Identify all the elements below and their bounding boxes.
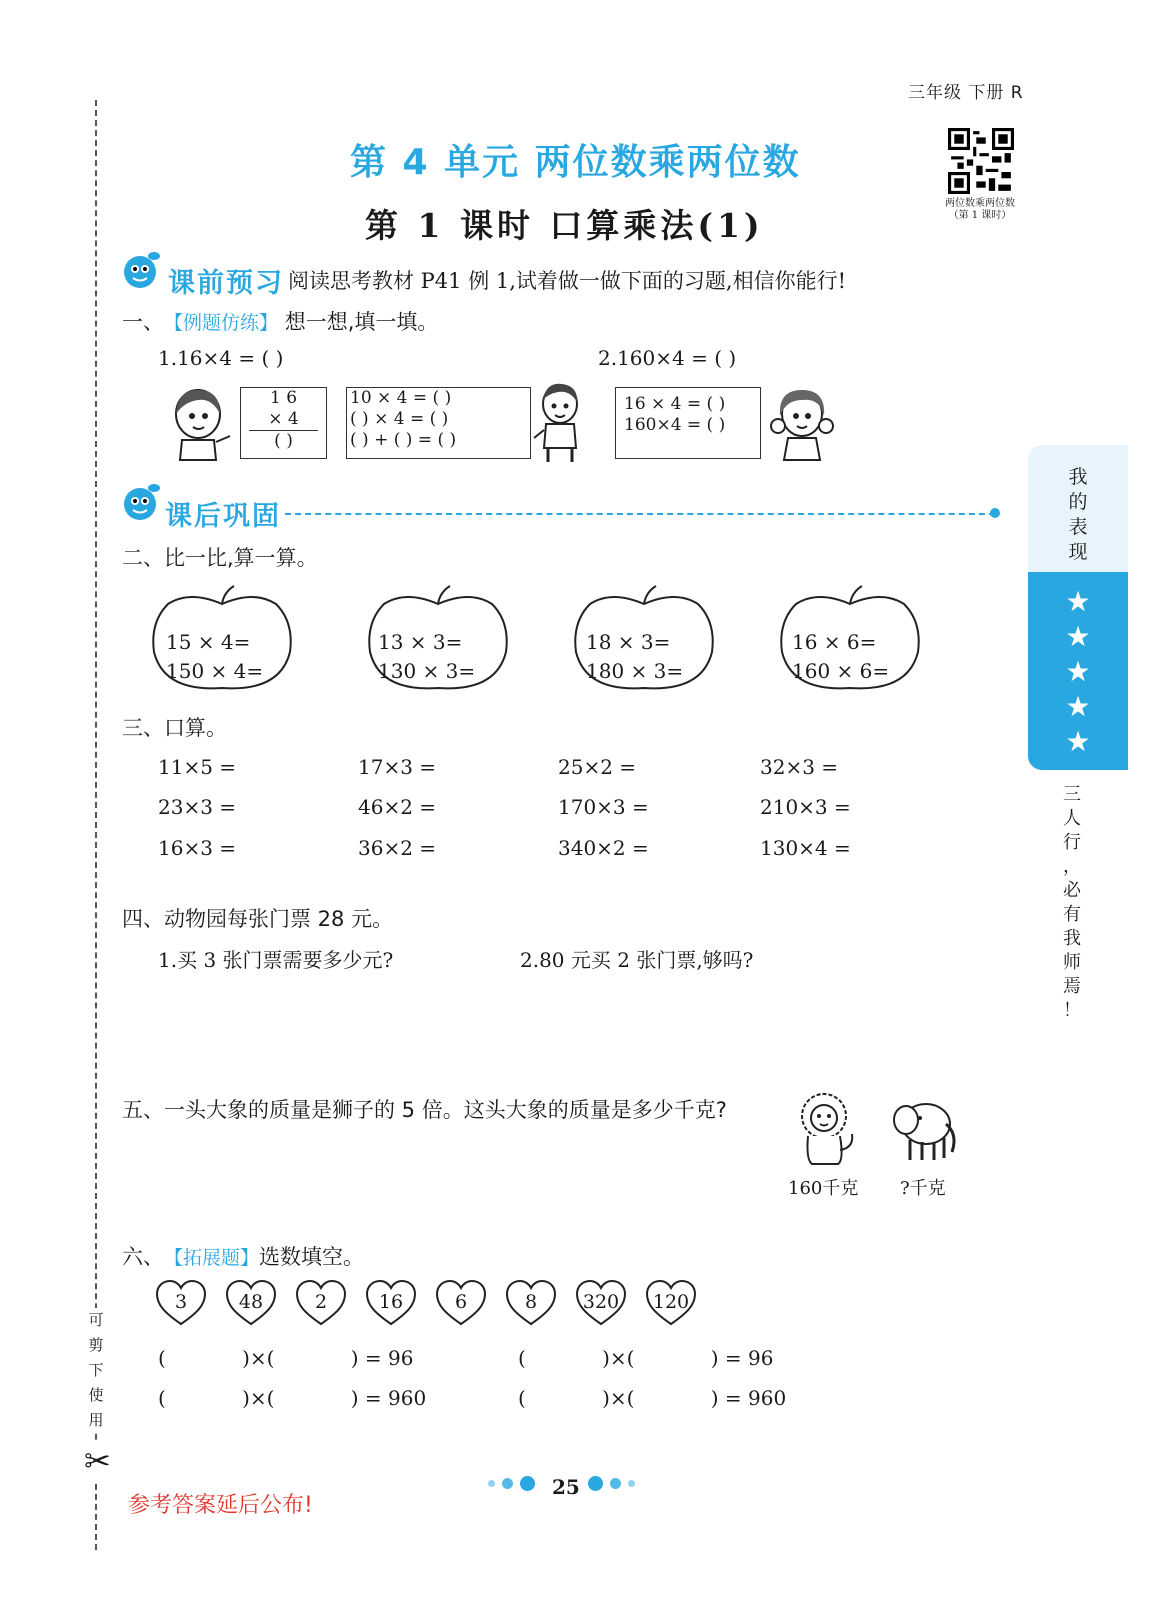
proverb-char: 必 [1063,880,1081,901]
cut-char: 用 [88,1411,104,1429]
cut-char: 下 [88,1361,104,1379]
question-number: 六、 [122,1245,164,1269]
proverb-char: 师 [1063,952,1081,973]
item-2: 2.160×4 = ( ) [598,346,737,370]
number-hearts [155,1279,715,1329]
page-dot [628,1480,635,1487]
mental-expr[interactable]: 46×2 = [358,795,437,819]
calc-line[interactable]: ( ) + ( ) = ( ) [350,430,457,450]
section-heading-review: 课后巩固 [165,501,281,532]
apple-expr[interactable]: 16 × 6= [792,630,877,654]
heart-value: 16 [378,1291,404,1313]
qr-code-icon[interactable] [948,128,1014,194]
proverb-char: 行 [1063,832,1081,853]
page-dot [520,1476,535,1491]
apple-expr[interactable]: 180 × 3= [586,659,684,683]
fill-blank-row[interactable]: ( )×( ) = 960 [518,1386,787,1410]
page-dot [488,1480,495,1487]
calc-line: × 4 [268,409,299,429]
question-6 [122,1241,364,1271]
result-calc-box [615,387,761,459]
girl-character-icon [768,384,836,462]
star-rating [1028,572,1128,770]
question-4-1: 1.买 3 张门票需要多少元? [158,948,394,972]
question-1 [122,306,438,336]
mental-expr[interactable]: 130×4 = [760,836,851,860]
question-number: 一、 [122,310,164,334]
girl-character-icon [168,384,238,462]
question-4-2: 2.80 元买 2 张门票,够吗? [520,948,754,972]
apple-expr[interactable]: 130 × 3= [378,659,476,683]
elephant-weight-label: ?千克 [900,1178,946,1199]
proverb-char: 人 [1063,808,1081,829]
elephant-icon [886,1094,964,1164]
heart-value: 320 [582,1291,620,1313]
page-number: 25 [552,1475,580,1499]
mental-expr[interactable]: 32×3 = [760,755,839,779]
mental-expr[interactable]: 170×3 = [558,795,649,819]
perf-char: 我 [1068,466,1088,488]
vertical-calc-box [240,387,327,459]
perf-char: 现 [1068,541,1088,563]
example-tag: 【例题仿练】 [164,312,279,334]
extension-tag: 【拓展题】 [164,1247,260,1269]
proverb-char: 我 [1063,928,1081,949]
section-heading-preview: 课前预习 [168,268,284,299]
mental-expr[interactable]: 36×2 = [358,836,437,860]
page-dot [502,1478,513,1489]
divider-dot [990,508,1000,518]
proverb-char: ， [1063,856,1081,877]
heart-number[interactable] [365,1279,417,1327]
heart-number[interactable] [225,1279,277,1327]
proverb-text [1060,783,1084,1023]
heart-value: 3 [174,1291,188,1313]
heart-number[interactable] [575,1279,627,1327]
preview-intro: 阅读思考教材 P41 例 1,试着做一做下面的习题,相信你能行! [288,269,847,293]
star-icon[interactable]: ★ [1065,585,1091,618]
mental-expr[interactable]: 25×2 = [558,755,637,779]
section-divider [285,513,995,515]
fill-blank-row[interactable]: ( )×( ) = 96 [518,1346,774,1370]
qr-caption-line: 两位数乘两位数 [945,198,1015,209]
star-icon[interactable]: ★ [1065,620,1091,653]
apple-expr[interactable]: 18 × 3= [586,630,671,654]
star-icon[interactable]: ★ [1065,655,1091,688]
heart-number[interactable] [645,1279,697,1327]
question-5: 五、一头大象的质量是狮子的 5 倍。这头大象的质量是多少千克? [122,1098,727,1122]
apple-card [366,582,511,694]
performance-label [1028,445,1128,572]
proverb-char: 三 [1063,784,1081,805]
proverb-char: 焉 [1063,976,1081,997]
lion-icon [788,1090,860,1168]
cut-char: 使 [88,1386,104,1404]
mascot-icon [120,480,168,524]
apple-card [778,582,923,694]
question-text: 选数填空。 [259,1245,365,1269]
heart-value: 2 [314,1291,328,1313]
question-3: 三、口算。 [122,716,227,740]
mental-expr[interactable]: 17×3 = [358,755,437,779]
lion-weight-label: 160千克 [788,1178,859,1199]
page-dot [610,1478,621,1489]
heart-value: 8 [524,1291,538,1313]
star-icon[interactable]: ★ [1065,725,1091,758]
mental-expr[interactable]: 23×3 = [158,795,237,819]
unit-title: 第 4 单元 两位数乘两位数 [350,142,801,183]
mascot-icon [120,248,168,292]
apple-expr[interactable]: 15 × 4= [166,630,251,654]
heart-value: 48 [238,1291,264,1313]
proverb-char: ！ [1063,1000,1081,1021]
heart-number[interactable] [155,1279,207,1327]
cut-char: 可 [88,1311,104,1329]
perf-char: 的 [1068,491,1088,513]
question-2: 二、比一比,算一算。 [122,546,318,570]
qr-caption [935,198,1025,222]
question-4: 四、动物园每张门票 28 元。 [122,907,394,931]
fill-blank-row[interactable]: ( )×( ) = 96 [158,1346,414,1370]
calc-line: 1 6 [269,388,298,408]
performance-tab [1028,445,1128,770]
heart-value: 6 [454,1291,468,1313]
apple-card [150,582,295,694]
apple-expr[interactable]: 150 × 4= [166,659,264,683]
calc-answer[interactable]: ( ) [249,430,318,452]
heart-value: 120 [652,1291,690,1313]
apple-expr[interactable]: 160 × 6= [792,659,890,683]
apple-expr[interactable]: 13 × 3= [378,630,463,654]
calc-line[interactable]: 10 × 4 = ( ) [350,388,452,408]
page-dot [588,1476,603,1491]
mental-expr[interactable]: 11×5 = [158,755,237,779]
boy-character-icon [530,380,590,464]
apple-card [572,582,717,694]
cut-label [86,1308,106,1433]
calc-line[interactable]: 16 × 4 = ( ) [624,394,726,414]
item-1: 1.16×4 = ( ) [158,346,284,370]
lesson-title: 第 1 课时 口算乘法(1) [365,206,764,245]
cut-char: 剪 [88,1336,104,1354]
heart-number[interactable] [295,1279,347,1327]
calc-line[interactable]: 160×4 = ( ) [624,415,726,435]
star-icon[interactable]: ★ [1065,690,1091,723]
perf-char: 表 [1068,516,1088,538]
fill-blank-row[interactable]: ( )×( ) = 960 [158,1386,427,1410]
scissors-icon: ✂ [84,1442,111,1480]
question-text: 想一想,填一填。 [284,310,439,334]
mental-expr[interactable]: 16×3 = [158,836,237,860]
calc-line[interactable]: ( ) × 4 = ( ) [350,409,449,429]
heart-number[interactable] [435,1279,487,1327]
mental-expr[interactable]: 340×2 = [558,836,649,860]
mental-expr[interactable]: 210×3 = [760,795,851,819]
proverb-char: 有 [1063,904,1081,925]
heart-number[interactable] [505,1279,557,1327]
split-calc-box [346,387,531,459]
grade-label: 三年级 下册 R [908,83,1024,103]
qr-caption-line: （第 1 课时） [948,210,1012,221]
answer-note: 参考答案延后公布! [128,1493,313,1518]
